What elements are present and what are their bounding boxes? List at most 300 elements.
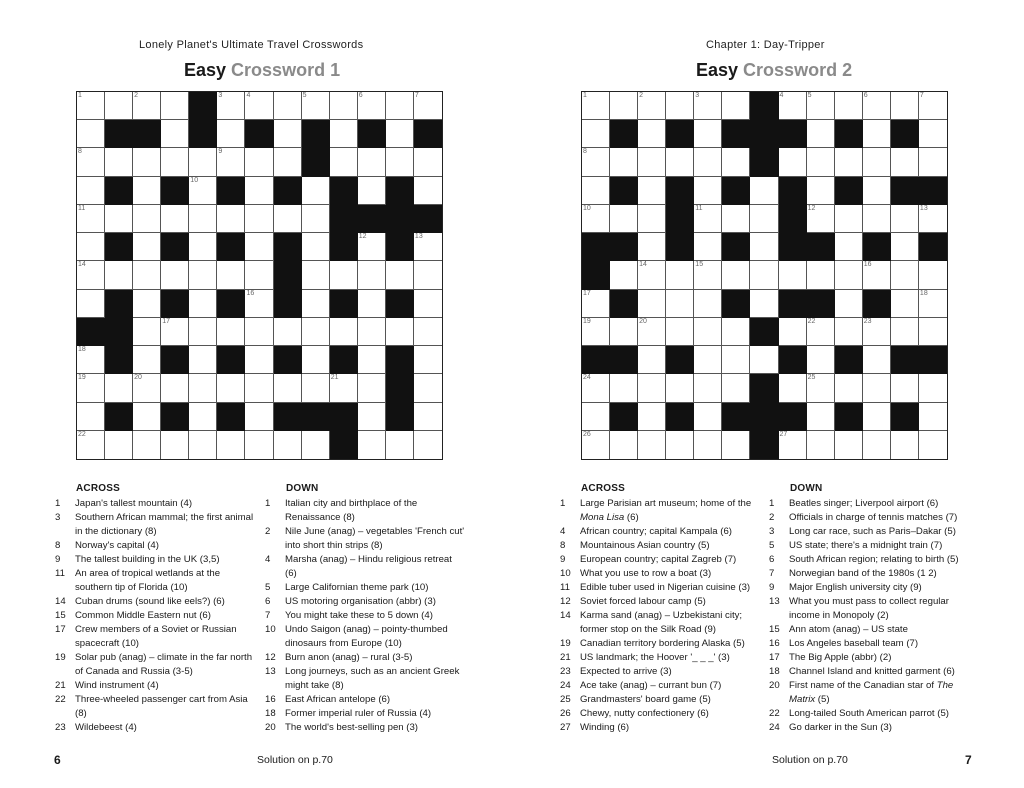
clue-text: Edible tuber used in Nigerian cuisine (3) <box>580 582 751 593</box>
grid-cell[interactable] <box>694 318 722 346</box>
grid-cell[interactable] <box>863 92 891 120</box>
grid-cell[interactable] <box>835 261 863 289</box>
grid-cell[interactable] <box>274 148 302 176</box>
black-square <box>414 120 442 148</box>
grid-cell[interactable] <box>835 233 863 261</box>
grid-cell[interactable] <box>217 120 245 148</box>
grid-cell[interactable] <box>863 148 891 176</box>
grid-cell[interactable] <box>161 261 189 289</box>
grid-cell[interactable] <box>694 374 722 402</box>
grid-cell[interactable] <box>414 403 442 431</box>
grid-cell[interactable] <box>666 318 694 346</box>
grid-cell[interactable] <box>330 261 358 289</box>
grid-cell[interactable] <box>919 205 947 233</box>
grid-cell[interactable] <box>582 431 610 459</box>
grid-cell[interactable] <box>863 346 891 374</box>
crossword-grid[interactable] <box>581 91 948 460</box>
grid-cell[interactable] <box>779 261 807 289</box>
grid-cell[interactable] <box>919 92 947 120</box>
grid-cell[interactable] <box>245 261 273 289</box>
down-clue <box>265 609 465 623</box>
clue-number: 6 <box>358 92 363 99</box>
grid-cell[interactable] <box>835 374 863 402</box>
across-clue <box>560 539 760 553</box>
grid-cell[interactable] <box>414 92 442 120</box>
grid-cell[interactable] <box>807 261 835 289</box>
grid-cell[interactable] <box>386 318 414 346</box>
grid-cell[interactable] <box>919 120 947 148</box>
grid-cell[interactable] <box>161 205 189 233</box>
clue-num: 14 <box>560 610 571 621</box>
grid-cell[interactable] <box>722 374 750 402</box>
grid-cell[interactable] <box>807 148 835 176</box>
black-square <box>358 205 386 233</box>
grid-cell[interactable] <box>77 346 105 374</box>
grid-cell[interactable] <box>133 346 161 374</box>
grid-cell[interactable] <box>863 318 891 346</box>
grid-cell[interactable] <box>302 290 330 318</box>
grid-cell[interactable] <box>919 148 947 176</box>
grid-cell[interactable] <box>77 177 105 205</box>
grid-cell[interactable] <box>274 374 302 402</box>
grid-cell[interactable] <box>582 120 610 148</box>
black-square <box>666 177 694 205</box>
grid-cell[interactable] <box>638 261 666 289</box>
right-page <box>512 0 1024 788</box>
grid-cell[interactable] <box>330 318 358 346</box>
grid-cell[interactable] <box>302 261 330 289</box>
grid-cell[interactable] <box>638 374 666 402</box>
grid-cell[interactable] <box>77 120 105 148</box>
grid-cell[interactable] <box>161 92 189 120</box>
grid-cell[interactable] <box>105 205 133 233</box>
grid-cell[interactable] <box>919 374 947 402</box>
grid-cell[interactable] <box>358 177 386 205</box>
grid-cell[interactable] <box>835 92 863 120</box>
grid-cell[interactable] <box>414 290 442 318</box>
clue-number: 12 <box>358 233 367 241</box>
grid-cell[interactable] <box>582 374 610 402</box>
grid-cell[interactable] <box>358 290 386 318</box>
grid-cell[interactable] <box>105 431 133 459</box>
clue-text: Ann atom (anag) – US state <box>789 624 908 635</box>
grid-cell[interactable] <box>779 318 807 346</box>
grid-cell[interactable] <box>245 177 273 205</box>
grid-cell[interactable] <box>133 431 161 459</box>
grid-cell[interactable] <box>161 120 189 148</box>
grid-cell[interactable] <box>414 148 442 176</box>
grid-cell[interactable] <box>694 290 722 318</box>
grid-cell[interactable] <box>133 177 161 205</box>
grid-cell[interactable] <box>105 374 133 402</box>
grid-cell[interactable] <box>217 374 245 402</box>
across-clue <box>55 539 255 553</box>
grid-cell[interactable] <box>358 318 386 346</box>
clue-num: 16 <box>265 694 276 705</box>
across-clue <box>560 637 760 651</box>
black-square <box>666 205 694 233</box>
clue-num: 12 <box>560 596 571 607</box>
grid-cell[interactable] <box>330 120 358 148</box>
grid-cell[interactable] <box>694 233 722 261</box>
grid-cell[interactable] <box>863 177 891 205</box>
grid-cell[interactable] <box>77 403 105 431</box>
grid-cell[interactable] <box>807 403 835 431</box>
grid-cell[interactable] <box>77 431 105 459</box>
grid-cell[interactable] <box>807 92 835 120</box>
grid-cell[interactable] <box>302 177 330 205</box>
grid-cell[interactable] <box>217 205 245 233</box>
grid-cell[interactable] <box>414 318 442 346</box>
grid-cell[interactable] <box>610 431 638 459</box>
grid-cell[interactable] <box>302 431 330 459</box>
grid-cell[interactable] <box>217 148 245 176</box>
grid-cell[interactable] <box>638 177 666 205</box>
grid-cell[interactable] <box>807 205 835 233</box>
grid-cell[interactable] <box>638 403 666 431</box>
clue-number: 18 <box>919 289 928 297</box>
across-heading: ACROSS <box>76 483 120 494</box>
grid-cell[interactable] <box>694 205 722 233</box>
grid-cell[interactable] <box>610 318 638 346</box>
grid-cell[interactable] <box>217 318 245 346</box>
grid-cell[interactable] <box>779 92 807 120</box>
grid-cell[interactable] <box>358 233 386 261</box>
grid-cell[interactable] <box>414 261 442 289</box>
grid-cell[interactable] <box>750 290 778 318</box>
grid-cell[interactable] <box>302 318 330 346</box>
grid-cell[interactable] <box>638 290 666 318</box>
clue-text-part: (6) <box>624 512 639 523</box>
grid-cell[interactable] <box>891 261 919 289</box>
grid-cell[interactable] <box>694 431 722 459</box>
grid-cell[interactable] <box>245 290 273 318</box>
grid-cell[interactable] <box>807 431 835 459</box>
black-square <box>722 403 750 431</box>
grid-cell[interactable] <box>189 233 217 261</box>
grid-cell[interactable] <box>414 431 442 459</box>
grid-cell[interactable] <box>779 374 807 402</box>
grid-cell[interactable] <box>386 261 414 289</box>
grid-cell[interactable] <box>217 261 245 289</box>
clue-num: 17 <box>55 624 66 635</box>
black-square <box>891 403 919 431</box>
grid-cell[interactable] <box>891 290 919 318</box>
grid-cell[interactable] <box>891 148 919 176</box>
grid-cell[interactable] <box>694 148 722 176</box>
grid-cell[interactable] <box>582 205 610 233</box>
grid-cell[interactable] <box>694 177 722 205</box>
black-square <box>582 233 610 261</box>
grid-cell[interactable] <box>694 120 722 148</box>
grid-cell[interactable] <box>414 233 442 261</box>
clue-text: East African antelope (6) <box>285 694 391 705</box>
black-square <box>610 346 638 374</box>
grid-cell[interactable] <box>666 431 694 459</box>
grid-cell[interactable] <box>358 431 386 459</box>
clue-text: Cuban drums (sound like eels?) (6) <box>75 596 225 607</box>
grid-cell[interactable] <box>638 431 666 459</box>
grid-cell[interactable] <box>133 92 161 120</box>
grid-cell[interactable] <box>610 148 638 176</box>
grid-cell[interactable] <box>891 374 919 402</box>
grid-cell[interactable] <box>891 92 919 120</box>
clue-num: 27 <box>560 722 571 733</box>
grid-cell[interactable] <box>189 205 217 233</box>
grid-cell[interactable] <box>77 92 105 120</box>
grid-cell[interactable] <box>274 431 302 459</box>
grid-cell[interactable] <box>638 148 666 176</box>
grid-cell[interactable] <box>330 92 358 120</box>
grid-cell[interactable] <box>722 205 750 233</box>
black-square <box>217 290 245 318</box>
grid-cell[interactable] <box>582 92 610 120</box>
across-clue <box>55 693 255 721</box>
grid-cell[interactable] <box>835 431 863 459</box>
grid-cell[interactable] <box>245 346 273 374</box>
grid-cell[interactable] <box>330 148 358 176</box>
grid-cell[interactable] <box>694 92 722 120</box>
grid-cell[interactable] <box>835 205 863 233</box>
grid-cell[interactable] <box>245 431 273 459</box>
clue-text: The world's best-selling pen (3) <box>285 722 419 733</box>
grid-cell[interactable] <box>582 403 610 431</box>
grid-cell[interactable] <box>722 318 750 346</box>
grid-cell[interactable] <box>302 346 330 374</box>
grid-cell[interactable] <box>582 148 610 176</box>
black-square <box>582 261 610 289</box>
grid-cell[interactable] <box>610 261 638 289</box>
grid-cell[interactable] <box>835 318 863 346</box>
grid-cell[interactable] <box>722 346 750 374</box>
grid-cell[interactable] <box>77 290 105 318</box>
grid-cell[interactable] <box>863 120 891 148</box>
grid-cell[interactable] <box>919 290 947 318</box>
grid-cell[interactable] <box>386 431 414 459</box>
grid-cell[interactable] <box>245 403 273 431</box>
grid-cell[interactable] <box>245 318 273 346</box>
black-square <box>779 290 807 318</box>
grid-cell[interactable] <box>358 403 386 431</box>
grid-cell[interactable] <box>694 346 722 374</box>
grid-cell[interactable] <box>189 374 217 402</box>
grid-cell[interactable] <box>750 177 778 205</box>
grid-cell[interactable] <box>133 261 161 289</box>
grid-cell[interactable] <box>330 374 358 402</box>
grid-cell[interactable] <box>245 233 273 261</box>
grid-cell[interactable] <box>133 233 161 261</box>
grid-cell[interactable] <box>610 92 638 120</box>
black-square <box>750 318 778 346</box>
grid-cell[interactable] <box>189 290 217 318</box>
grid-cell[interactable] <box>722 148 750 176</box>
grid-cell[interactable] <box>919 403 947 431</box>
grid-cell[interactable] <box>77 148 105 176</box>
clue-num: 6 <box>769 554 775 565</box>
grid-cell[interactable] <box>722 92 750 120</box>
grid-cell[interactable] <box>358 261 386 289</box>
grid-cell[interactable] <box>161 318 189 346</box>
grid-cell[interactable] <box>105 148 133 176</box>
grid-cell[interactable] <box>133 148 161 176</box>
black-square <box>750 92 778 120</box>
grid-cell[interactable] <box>189 261 217 289</box>
grid-cell[interactable] <box>133 374 161 402</box>
grid-cell[interactable] <box>779 148 807 176</box>
grid-cell[interactable] <box>217 92 245 120</box>
grid-cell[interactable] <box>638 120 666 148</box>
grid-cell[interactable] <box>835 148 863 176</box>
grid-cell[interactable] <box>863 261 891 289</box>
grid-cell[interactable] <box>638 233 666 261</box>
grid-cell[interactable] <box>189 318 217 346</box>
grid-cell[interactable] <box>358 346 386 374</box>
black-square <box>863 233 891 261</box>
across-clue <box>560 567 760 581</box>
grid-cell[interactable] <box>807 346 835 374</box>
across-clue <box>560 693 760 707</box>
grid-cell[interactable] <box>638 346 666 374</box>
black-square <box>891 177 919 205</box>
grid-cell[interactable] <box>245 92 273 120</box>
grid-cell[interactable] <box>414 374 442 402</box>
grid-cell[interactable] <box>582 318 610 346</box>
grid-cell[interactable] <box>750 346 778 374</box>
clue-text: Wildebeest (4) <box>75 722 137 733</box>
grid-cell[interactable] <box>891 318 919 346</box>
black-square <box>274 403 302 431</box>
clue-num: 22 <box>55 694 66 705</box>
grid-cell[interactable] <box>302 92 330 120</box>
grid-cell[interactable] <box>245 374 273 402</box>
grid-cell[interactable] <box>274 120 302 148</box>
grid-cell[interactable] <box>722 431 750 459</box>
grid-cell[interactable] <box>161 431 189 459</box>
grid-cell[interactable] <box>77 374 105 402</box>
grid-cell[interactable] <box>245 205 273 233</box>
grid-cell[interactable] <box>666 374 694 402</box>
clue-num: 23 <box>560 666 571 677</box>
clue-text: US state; there's a midnight train (7) <box>789 540 943 551</box>
grid-cell[interactable] <box>750 233 778 261</box>
grid-cell[interactable] <box>274 92 302 120</box>
grid-cell[interactable] <box>666 148 694 176</box>
grid-cell[interactable] <box>919 318 947 346</box>
grid-cell[interactable] <box>891 431 919 459</box>
grid-cell[interactable] <box>302 233 330 261</box>
grid-cell[interactable] <box>274 318 302 346</box>
grid-cell[interactable] <box>358 148 386 176</box>
grid-cell[interactable] <box>919 261 947 289</box>
grid-cell[interactable] <box>807 120 835 148</box>
grid-cell[interactable] <box>666 261 694 289</box>
grid-cell[interactable] <box>133 290 161 318</box>
black-square <box>105 290 133 318</box>
grid-cell[interactable] <box>386 120 414 148</box>
grid-cell[interactable] <box>217 431 245 459</box>
grid-cell[interactable] <box>638 205 666 233</box>
grid-cell[interactable] <box>302 205 330 233</box>
clue-num: 6 <box>265 596 271 607</box>
grid-cell[interactable] <box>189 403 217 431</box>
grid-cell[interactable] <box>610 205 638 233</box>
grid-cell[interactable] <box>863 403 891 431</box>
clue-text: What you use to row a boat (3) <box>580 568 712 579</box>
grid-cell[interactable] <box>133 318 161 346</box>
clue-number: 25 <box>807 374 816 382</box>
grid-cell[interactable] <box>694 261 722 289</box>
grid-cell[interactable] <box>274 205 302 233</box>
grid-cell[interactable] <box>105 261 133 289</box>
grid-cell[interactable] <box>414 346 442 374</box>
grid-cell[interactable] <box>891 233 919 261</box>
grid-cell[interactable] <box>133 205 161 233</box>
black-square <box>666 120 694 148</box>
grid-cell[interactable] <box>133 403 161 431</box>
grid-cell[interactable] <box>302 374 330 402</box>
grid-cell[interactable] <box>414 177 442 205</box>
grid-cell[interactable] <box>610 374 638 402</box>
clue-number: 12 <box>807 204 816 212</box>
clue-num: 2 <box>769 512 775 523</box>
black-square <box>919 346 947 374</box>
grid-cell[interactable] <box>189 177 217 205</box>
grid-cell[interactable] <box>722 261 750 289</box>
grid-cell[interactable] <box>77 261 105 289</box>
clue-number: 17 <box>583 289 591 297</box>
grid-cell[interactable] <box>189 346 217 374</box>
clue-num: 1 <box>560 498 566 509</box>
grid-cell[interactable] <box>750 205 778 233</box>
grid-cell[interactable] <box>245 148 273 176</box>
grid-cell[interactable] <box>835 290 863 318</box>
grid-cell[interactable] <box>694 403 722 431</box>
grid-cell[interactable] <box>105 92 133 120</box>
grid-cell[interactable] <box>666 92 694 120</box>
grid-cell[interactable] <box>863 374 891 402</box>
grid-cell[interactable] <box>386 92 414 120</box>
grid-cell[interactable] <box>638 92 666 120</box>
grid-cell[interactable] <box>77 233 105 261</box>
grid-cell[interactable] <box>161 374 189 402</box>
clue-text: Los Angeles baseball team (7) <box>789 638 919 649</box>
grid-cell[interactable] <box>358 374 386 402</box>
grid-cell[interactable] <box>189 148 217 176</box>
down-clue <box>769 707 969 721</box>
grid-cell[interactable] <box>77 205 105 233</box>
grid-cell[interactable] <box>189 431 217 459</box>
grid-cell[interactable] <box>919 431 947 459</box>
down-heading: DOWN <box>286 483 319 494</box>
grid-cell[interactable] <box>779 431 807 459</box>
grid-cell[interactable] <box>863 205 891 233</box>
grid-cell[interactable] <box>666 290 694 318</box>
grid-cell[interactable] <box>807 318 835 346</box>
grid-cell[interactable] <box>386 148 414 176</box>
grid-cell[interactable] <box>582 177 610 205</box>
grid-cell[interactable] <box>807 374 835 402</box>
crossword-grid[interactable] <box>76 91 443 460</box>
grid-cell[interactable] <box>582 290 610 318</box>
clue-number: 2 <box>639 92 644 99</box>
grid-cell[interactable] <box>161 148 189 176</box>
grid-cell[interactable] <box>638 318 666 346</box>
grid-cell[interactable] <box>807 177 835 205</box>
grid-cell[interactable] <box>863 431 891 459</box>
grid-cell[interactable] <box>891 205 919 233</box>
grid-cell[interactable] <box>358 92 386 120</box>
grid-cell[interactable] <box>750 261 778 289</box>
